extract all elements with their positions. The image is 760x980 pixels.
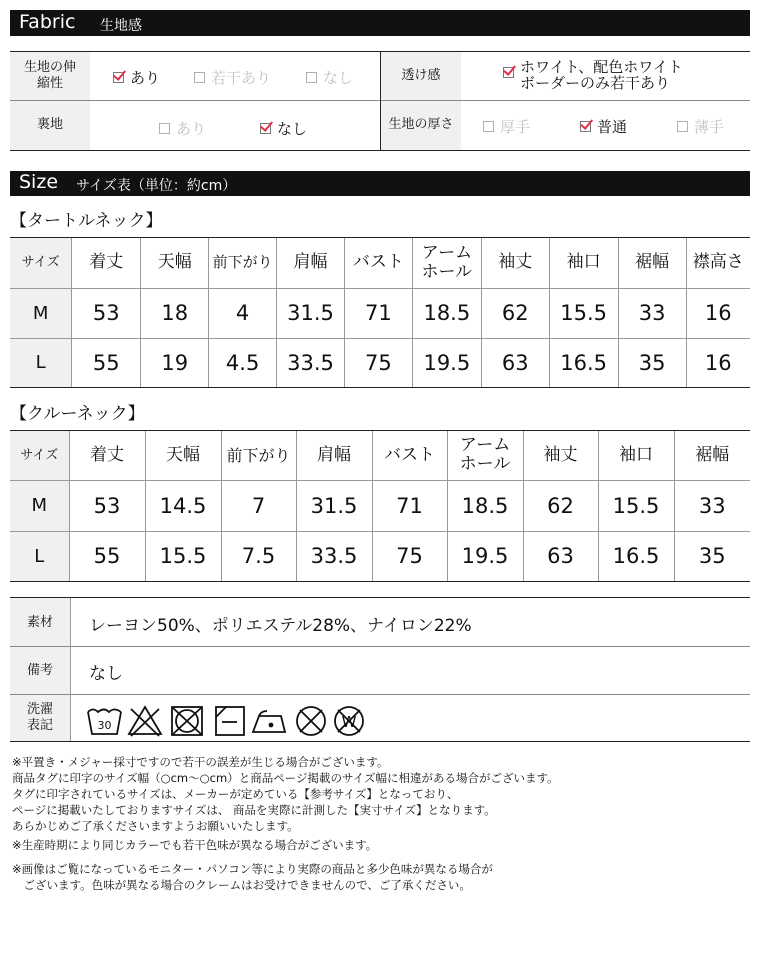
header-cell: 天幅 [145, 431, 221, 480]
material-label: 素材 [26, 615, 53, 630]
remarks-value: なし [89, 664, 123, 684]
sheer-option: ホワイト、配色ホワイト ボーダーのみ若干あり [503, 59, 683, 91]
header-cell: 袖丈 [481, 238, 549, 288]
table-cell: 14.5 [145, 480, 221, 531]
table-cell: 16.5 [598, 531, 674, 581]
checked-checkbox-icon [580, 121, 591, 132]
table-cell: 62 [523, 480, 598, 531]
fabric-header [10, 10, 750, 36]
table-cell: 4.5 [209, 338, 277, 387]
table-cell: 19 [141, 338, 209, 387]
thickness-option-thick: 厚手 [483, 116, 530, 137]
table-cell: 35 [618, 338, 686, 387]
lining-label: 裏地 [36, 117, 63, 132]
stretch-option-slight: 若干あり [194, 67, 271, 88]
note-line: 商品タグに印字のサイズ幅（○cm〜○cm）と商品ページ掲載のサイズ幅に相違がある場合がございます。 [12, 771, 559, 785]
table-cell: 15.5 [145, 531, 221, 581]
table-cell: 33.5 [296, 531, 372, 581]
thickness-label: 生地の厚さ [388, 117, 454, 132]
header-cell: 天幅 [141, 238, 209, 288]
note-line: タグに印字されているサイズは、メーカーが定めている【参考サイズ】となっており、 [12, 787, 459, 801]
header-cell: サイズ [10, 238, 72, 288]
line-dry-shade-icon [216, 707, 244, 735]
header-cell: アーム ホール [447, 431, 523, 480]
header-cell: 肩幅 [277, 238, 345, 288]
sheer-label: 透け感 [401, 68, 441, 83]
table-cell: 55 [69, 531, 145, 581]
wash-30-icon [88, 710, 121, 735]
remarks-label: 備考 [26, 663, 53, 678]
table-cell: 75 [344, 338, 412, 387]
header-cell: 袖口 [549, 238, 618, 288]
thickness-option-thin: 薄手 [677, 116, 724, 137]
no-wet-clean-icon [335, 707, 363, 735]
wash-label: 洗濯 表記 [26, 702, 53, 733]
checkbox-icon [306, 72, 317, 83]
table-cell: 16 [686, 288, 750, 338]
stretch-option-yes: あり [113, 67, 160, 88]
header-cell: 前下がり [221, 431, 296, 480]
note-line: あらかじめご了承くださいますようお願いいたします。 [12, 819, 299, 833]
table-cell: 15.5 [549, 288, 618, 338]
fabric-subtitle: 生地感 [100, 18, 142, 34]
header-cell: 袖丈 [523, 431, 598, 480]
lining-option-no: なし [260, 118, 307, 139]
checkbox-icon [483, 121, 494, 132]
table-cell: 18.5 [412, 288, 481, 338]
table-cell: 7 [221, 480, 296, 531]
no-dry-clean-icon [297, 707, 325, 735]
table-cell: 53 [69, 480, 145, 531]
no-bleach-icon [129, 707, 161, 736]
checked-checkbox-icon [113, 72, 124, 83]
header-cell: バスト [372, 431, 447, 480]
svg-text:30: 30 [97, 719, 112, 732]
stretch-option-none: なし [306, 67, 353, 88]
checked-checkbox-icon [260, 123, 271, 134]
table-cell: 16.5 [549, 338, 618, 387]
header-cell: 袖口 [598, 431, 674, 480]
size-header [10, 171, 750, 196]
size-title: Size [19, 171, 59, 193]
header-cell: バスト [344, 238, 412, 288]
lining-option-yes: あり [159, 118, 206, 139]
header-cell: アーム ホール [412, 238, 481, 288]
care-symbols [85, 701, 375, 739]
note-line: ※平置き・メジャー採寸ですので若干の誤差が生じる場合がございます。 [12, 755, 389, 769]
table-cell: 75 [372, 531, 447, 581]
table-cell: 35 [674, 531, 750, 581]
table-cell: 33.5 [277, 338, 345, 387]
size-label-cell: M [10, 480, 69, 531]
table-cell: 18.5 [447, 480, 523, 531]
table-cell: 19.5 [412, 338, 481, 387]
header-cell: 着丈 [72, 238, 141, 288]
table-cell: 16 [686, 338, 750, 387]
turtleneck-title: 【タートルネック】 [10, 211, 163, 231]
note-line: ございます。色味が異なる場合のクレームはお受けできませんので、ご了承ください。 [12, 878, 471, 892]
header-cell: 襟高さ [686, 238, 750, 288]
header-cell: 肩幅 [296, 431, 372, 480]
size-subtitle: サイズ表（単位：約cm） [76, 178, 237, 194]
checkbox-icon [159, 123, 170, 134]
size-label-cell: L [10, 531, 69, 581]
fabric-title: Fabric [19, 11, 76, 33]
table-cell: 71 [344, 288, 412, 338]
note-line: ※画像はご覧になっているモニター・パソコン等により実際の商品と多少色味が異なる場合が [12, 862, 493, 876]
table-cell: 7.5 [221, 531, 296, 581]
table-cell: 63 [481, 338, 549, 387]
table-cell: 19.5 [447, 531, 523, 581]
header-cell: 裾幅 [674, 431, 750, 480]
header-cell: サイズ [10, 431, 69, 480]
header-cell: 裾幅 [618, 238, 686, 288]
checkbox-icon [677, 121, 688, 132]
iron-low-icon [253, 711, 285, 732]
crewneck-title: 【クルーネック】 [10, 404, 145, 424]
checked-checkbox-icon [503, 67, 514, 78]
checkbox-icon [194, 72, 205, 83]
size-label-cell: L [10, 338, 72, 387]
table-cell: 53 [72, 288, 141, 338]
table-cell: 31.5 [296, 480, 372, 531]
turtleneck-size-table [10, 238, 750, 387]
table-cell: 63 [523, 531, 598, 581]
size-label-cell: M [10, 288, 72, 338]
note-line: ページに掲載いたしておりますサイズは、 商品を実際に計測した【実寸サイズ】となります。 [12, 803, 496, 817]
header-cell: 前下がり [209, 238, 277, 288]
table-cell: 55 [72, 338, 141, 387]
note-line: ※生産時期により同じカラーでも若干色味が異なる場合がございます。 [12, 838, 378, 852]
header-cell: 着丈 [69, 431, 145, 480]
table-cell: 4 [209, 288, 277, 338]
thickness-option-normal: 普通 [580, 116, 627, 137]
table-cell: 31.5 [277, 288, 345, 338]
table-cell: 33 [618, 288, 686, 338]
table-cell: 71 [372, 480, 447, 531]
table-cell: 15.5 [598, 480, 674, 531]
table-cell: 33 [674, 480, 750, 531]
table-cell: 62 [481, 288, 549, 338]
table-cell: 18 [141, 288, 209, 338]
stretch-label: 生地の伸縮性 [24, 60, 77, 91]
no-tumble-dry-icon [172, 707, 202, 735]
crewneck-size-table [10, 431, 750, 581]
material-value: レーヨン50%、ポリエステル28%、ナイロン22% [89, 616, 472, 636]
svg-text:W: W [341, 713, 357, 731]
